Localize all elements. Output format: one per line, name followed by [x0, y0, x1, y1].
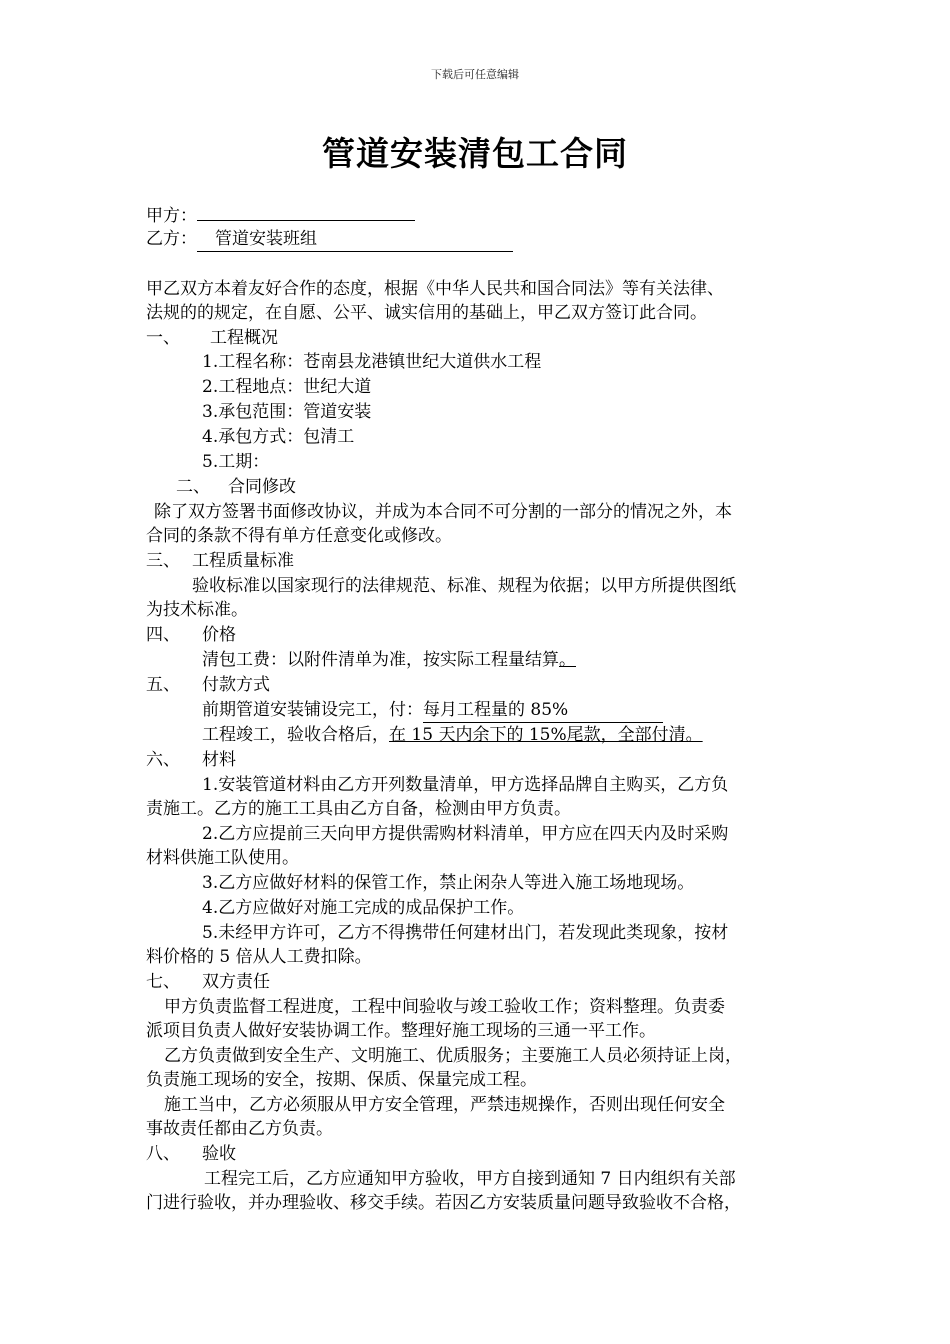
party-b-label: 乙方： — [146, 229, 197, 249]
page-header-note: 下载后可任意编辑 — [431, 68, 519, 81]
section-5-payment-1 — [202, 698, 663, 723]
section-7-heading — [146, 970, 270, 994]
section-8-num: 八、 — [146, 1144, 180, 1164]
section-7-num: 七、 — [146, 972, 180, 992]
section-4-num: 四、 — [146, 625, 180, 645]
section-2-line-1: 除了双方签署书面修改协议，并成为本合同不可分割的一部分的情况之外，本 — [154, 502, 732, 522]
section-7-line-4: 负责施工现场的安全，按期、保质、保量完成工程。 — [146, 1070, 537, 1090]
section-5-heading — [146, 673, 270, 697]
party-a-label: 甲方： — [146, 206, 197, 226]
section-2-num: 二、 — [176, 477, 210, 497]
section-8-title: 验收 — [202, 1144, 236, 1164]
section-3-num: 三、 — [146, 551, 180, 571]
section-5-payment-2 — [202, 723, 703, 747]
document-title: 管道安装清包工合同 — [322, 134, 628, 173]
section-5-p1-prefix: 前期管道安装铺设完工，付： — [202, 700, 423, 720]
section-4-text-end: 。 — [559, 650, 576, 670]
section-8-line-2: 门进行验收，并办理验收、移交手续。若因乙方安装质量问题导致验收不合格， — [146, 1193, 741, 1213]
section-6-line-6: 4.乙方应做好对施工完成的成品保护工作。 — [202, 898, 525, 918]
section-1-item-4: 4.承包方式：包清工 — [202, 427, 355, 447]
section-6-num: 六、 — [146, 750, 180, 770]
section-4-heading — [146, 623, 236, 647]
party-a-blank — [197, 202, 415, 221]
section-1-heading — [146, 326, 278, 350]
section-7-line-6: 事故责任都由乙方负责。 — [146, 1119, 333, 1139]
section-1-item-2: 2.工程地点：世纪大道 — [202, 377, 372, 397]
section-1-item-1: 1.工程名称：苍南县龙港镇世纪大道供水工程 — [202, 352, 542, 372]
section-2-line-2: 合同的条款不得有单方任意变化或修改。 — [146, 526, 452, 546]
section-2-heading — [176, 475, 296, 499]
section-5-p1-field — [423, 698, 663, 723]
section-7-line-2: 派项目负责人做好安装协调工作。整理好施工现场的三通一平工作。 — [146, 1021, 656, 1041]
section-6-line-2: 责施工。乙方的施工工具由乙方自备，检测由甲方负责。 — [146, 799, 571, 819]
section-1-item-3: 3.承包范围：管道安装 — [202, 402, 372, 422]
section-6-line-4: 材料供施工队使用。 — [146, 848, 299, 868]
intro-line-2: 法规的的规定，在自愿、公平、诚实信用的基础上，甲乙双方签订此合同。 — [146, 303, 707, 323]
section-6-heading — [146, 748, 236, 772]
section-6-line-1: 1.安装管道材料由乙方开列数量清单，甲方选择品牌自主购买，乙方负 — [202, 775, 729, 795]
section-4-title: 价格 — [202, 625, 236, 645]
section-2-title: 合同修改 — [228, 477, 296, 497]
section-6-title: 材料 — [202, 750, 236, 770]
section-1-item-5: 5.工期： — [202, 452, 270, 472]
section-3-title: 工程质量标准 — [192, 551, 294, 571]
intro-line-1: 甲乙双方本着友好合作的态度，根据《中华人民共和国合同法》等有关法律、 — [146, 279, 724, 299]
party-b-value: 管道安装班组 — [215, 229, 317, 249]
section-3-line-2: 为技术标准。 — [146, 600, 248, 620]
party-a-line — [146, 202, 415, 228]
section-3-line-1: 验收标准以国家现行的法律规范、标准、规程为依据；以甲方所提供图纸 — [192, 576, 736, 596]
section-4-text: 清包工费：以附件清单为准，按实际工程量结算 — [202, 650, 559, 670]
section-5-p2-prefix: 工程竣工，验收合格后， — [202, 725, 389, 745]
section-8-line-1: 工程完工后，乙方应通知甲方验收，甲方自接到通知 7 日内组织有关部 — [204, 1169, 736, 1189]
section-6-line-7: 5.未经甲方许可，乙方不得携带任何建材出门，若发现此类现象，按材 — [202, 923, 729, 943]
section-7-line-5: 施工当中，乙方必须服从甲方安全管理，严禁违规操作，否则出现任何安全 — [164, 1095, 725, 1115]
section-7-line-1: 甲方负责监督工程进度，工程中间验收与竣工验收工作；资料整理。负责委 — [164, 997, 725, 1017]
section-5-title: 付款方式 — [202, 675, 270, 695]
section-5-p2-value: 在 15 天内余下的 15%尾款，全部付清。 — [389, 725, 703, 745]
section-7-line-3: 乙方负责做到安全生产、文明施工、优质服务；主要施工人员必须持证上岗， — [164, 1046, 742, 1066]
section-6-line-5: 3.乙方应做好材料的保管工作，禁止闲杂人等进入施工场地现场。 — [202, 873, 695, 893]
section-6-line-8: 料价格的 5 倍从人工费扣除。 — [146, 947, 372, 967]
section-6-line-3: 2.乙方应提前三天向甲方提供需购材料清单，甲方应在四天内及时采购 — [202, 824, 729, 844]
section-7-title: 双方责任 — [202, 972, 270, 992]
section-5-num: 五、 — [146, 675, 180, 695]
party-b-line — [146, 227, 513, 252]
party-b-field — [197, 227, 513, 252]
section-1-num: 一、 — [146, 328, 180, 348]
section-5-p1-value: 每月工程量的 85% — [423, 700, 569, 720]
section-3-heading — [146, 549, 294, 573]
section-1-title: 工程概况 — [210, 328, 278, 348]
section-8-heading — [146, 1142, 236, 1166]
section-4-text-line — [202, 648, 576, 672]
